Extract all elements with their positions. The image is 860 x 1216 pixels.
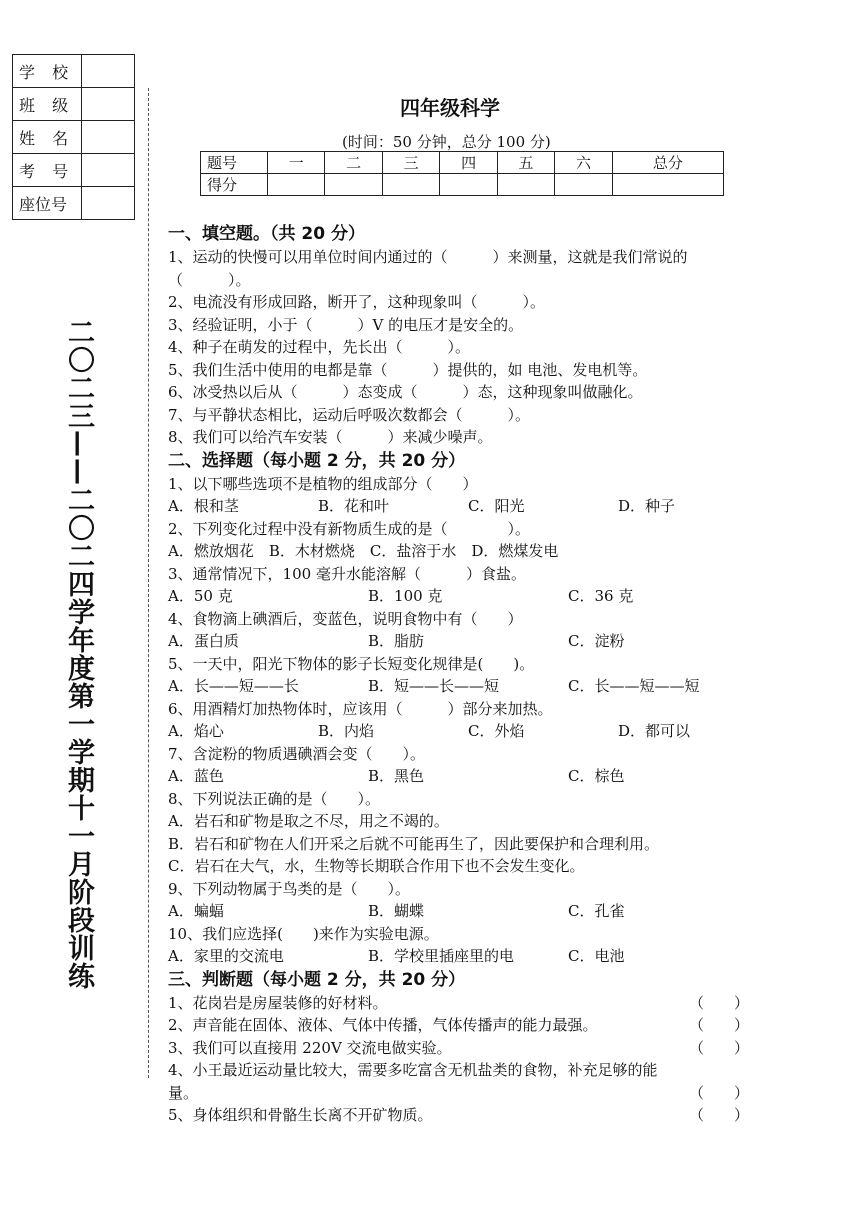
section-heading-fill: 一、填空题。（共 20 分） (168, 224, 365, 244)
judge-text: 4、小王最近运动量比较大，需要多吃富含无机盐类的食物，补充足够的能 (168, 1061, 658, 1079)
score-header-cell: 六 (555, 152, 612, 174)
score-cell[interactable] (612, 174, 723, 196)
choice-option: B．花和叶 (318, 497, 390, 515)
choice-question: 10、我们应选择( )来作为实验电源。 (168, 924, 439, 943)
choice-option: B．蝴蝶 (368, 902, 425, 920)
judge-text: 5、身体组织和骨骼生长离不开矿物质。 (168, 1106, 433, 1124)
score-cell[interactable] (440, 174, 497, 196)
fill-question: 1、运动的快慢可以用单位时间内通过的（ ）来测量，这就是我们常说的（ ）。 (168, 248, 688, 289)
school-field[interactable] (82, 55, 135, 88)
choice-question: 5、一天中，阳光下物体的影子长短变化规律是( )。 (168, 654, 535, 673)
fill-question: 6、冰受热以后从（ ）态变成（ ）态，这种现象叫做融化。 (168, 383, 643, 401)
page-title: 四年级科学 (400, 96, 500, 120)
score-cell[interactable] (268, 174, 325, 196)
judge-text: 量。 (168, 1083, 199, 1102)
score-header-cell: 题号 (201, 152, 268, 174)
section-heading-choice: 二、选择题（每小题 2 分，共 20 分） (168, 450, 466, 471)
choice-option: A．岩石和矿物是取之不尽，用之不竭的。 (168, 812, 449, 830)
score-header-cell: 四 (440, 152, 497, 174)
choice-option: A．蛋白质 (168, 632, 239, 650)
choice-options (168, 720, 753, 743)
choice-question: 4、食物滴上碘酒后，变蓝色，说明食物中有（ ） (168, 609, 523, 628)
choice-question: 2、下列变化过程中没有新物质生成的是（ ）。 (168, 519, 531, 538)
choice-option: C．外焰 (468, 722, 525, 740)
choice-options (168, 675, 753, 698)
choice-option: C．电池 (568, 947, 625, 965)
class-field[interactable] (82, 88, 135, 121)
name-label: 姓 名 (13, 121, 82, 154)
student-info-table (12, 54, 135, 220)
judge-answer-blank[interactable]: （ ） (689, 1038, 750, 1057)
score-header-cell: 一 (268, 152, 325, 174)
seat-number-field[interactable] (82, 187, 135, 220)
score-cell[interactable] (555, 174, 612, 196)
judge-answer-blank[interactable]: （ ） (689, 993, 750, 1012)
choice-option: C．长——短——短 (568, 677, 700, 695)
section-heading-judge: 三、判断题（每小题 2 分，共 20 分） (168, 969, 466, 990)
choice-option: A．50 克 (168, 587, 233, 605)
judge-text: 2、声音能在固体、液体、气体中传播，气体传播声的能力最强。 (168, 1016, 598, 1034)
choice-options (168, 495, 753, 518)
choice-option: C．棕色 (568, 767, 625, 785)
choice-options (168, 585, 753, 608)
score-cell[interactable] (382, 174, 439, 196)
name-field[interactable] (82, 121, 135, 154)
choice-option: B．短——长——短 (368, 677, 500, 695)
choice-option: B．内焰 (318, 722, 375, 740)
score-cell[interactable] (497, 174, 554, 196)
score-row-label: 得分 (201, 174, 268, 196)
fill-question: 3、经验证明，小于（ ）V 的电压才是安全的。 (168, 315, 524, 334)
choice-question: 1、以下哪些选项不是植物的组成部分（ ） (168, 474, 478, 493)
choice-option: A．蓝色 (168, 767, 224, 785)
fill-question: 8、我们可以给汽车安装（ ）来减少噪声。 (168, 428, 493, 446)
judge-question (168, 1082, 753, 1105)
vertical-exam-title: 二〇二三——二〇二四学年度第一学期十一月阶段训练 (63, 318, 94, 990)
class-label: 班 级 (13, 88, 82, 121)
fill-question: 4、种子在萌发的过程中，先长出（ ）。 (168, 338, 471, 356)
choice-options (168, 900, 753, 923)
choice-question: 6、用酒精灯加热物体时，应该用（ ）部分来加热。 (168, 699, 553, 718)
choice-option: C．岩石在大气，水，生物等长期联合作用下也不会发生变化。 (168, 857, 585, 875)
choice-option: A．长——短——长 (168, 677, 299, 695)
choice-option: B．学校里插座里的电 (368, 947, 515, 965)
judge-question (168, 1104, 753, 1127)
fill-question: 5、我们生活中使用的电都是靠（ ）提供的，如 电池、发电机等。 (168, 360, 648, 379)
score-table-header-row (201, 152, 724, 174)
choice-question: 7、含淀粉的物质遇碘酒会变（ ）。 (168, 744, 426, 763)
exam-subtitle: (时间：50 分钟，总分 100 分) (342, 133, 551, 151)
choice-option: C．淀粉 (568, 632, 625, 650)
score-header-cell: 二 (325, 152, 382, 174)
score-cell[interactable] (325, 174, 382, 196)
choice-options (168, 630, 753, 653)
choice-option: D．都可以 (618, 722, 691, 740)
fill-question: 2、电流没有形成回路，断开了，这种现象叫（ ）。 (168, 293, 546, 311)
choice-option: A．家里的交流电 (168, 947, 284, 965)
exam-number-label: 考 号 (13, 154, 82, 187)
choice-option: D．种子 (618, 497, 676, 515)
judge-text: 1、花岗岩是房屋装修的好材料。 (168, 993, 388, 1012)
score-table (200, 151, 724, 196)
choice-options: A．燃放烟花 B．木材燃烧 C．盐溶于水 D．燃煤发电 (168, 542, 559, 560)
choice-option: C．36 克 (568, 587, 634, 605)
seat-number-label: 座位号 (13, 187, 82, 220)
judge-text: 3、我们可以直接用 220V 交流电做实验。 (168, 1038, 452, 1057)
exam-body (168, 222, 753, 1127)
choice-options (168, 945, 753, 968)
choice-question: 9、下列动物属于鸟类的是（ ）。 (168, 879, 411, 898)
choice-option: B．岩石和矿物在人们开采之后就不可能再生了，因此要保护和合理利用。 (168, 834, 660, 853)
judge-answer-blank[interactable]: （ ） (689, 1083, 750, 1102)
fill-question: 7、与平静状态相比，运动后呼吸次数都会（ ）。 (168, 405, 531, 424)
choice-option: B．100 克 (368, 587, 443, 605)
choice-question: 8、下列说法正确的是（ ）。 (168, 789, 381, 808)
judge-answer-blank[interactable]: （ ） (689, 1106, 750, 1124)
choice-option: A．蝙蝠 (168, 902, 224, 920)
score-header-cell: 五 (497, 152, 554, 174)
choice-option: A．焰心 (168, 722, 224, 740)
choice-option: C．孔雀 (568, 902, 625, 920)
choice-option: B．黑色 (368, 767, 425, 785)
score-header-cell: 总分 (612, 152, 723, 174)
school-label: 学 校 (13, 55, 82, 88)
score-header-cell: 三 (382, 152, 439, 174)
judge-question (168, 1014, 753, 1037)
binding-dashed-line (148, 88, 149, 1078)
choice-option: A．根和茎 (168, 497, 239, 515)
judge-answer-blank[interactable]: （ ） (689, 1016, 750, 1034)
choice-options (168, 765, 753, 788)
choice-question: 3、通常情况下，100 毫升水能溶解（ ）食盐。 (168, 564, 526, 583)
judge-question (168, 992, 753, 1015)
choice-option: B．脂肪 (368, 632, 425, 650)
choice-option: C．阳光 (468, 497, 525, 515)
exam-number-field[interactable] (82, 154, 135, 187)
score-table-score-row (201, 174, 724, 196)
judge-question (168, 1037, 753, 1060)
